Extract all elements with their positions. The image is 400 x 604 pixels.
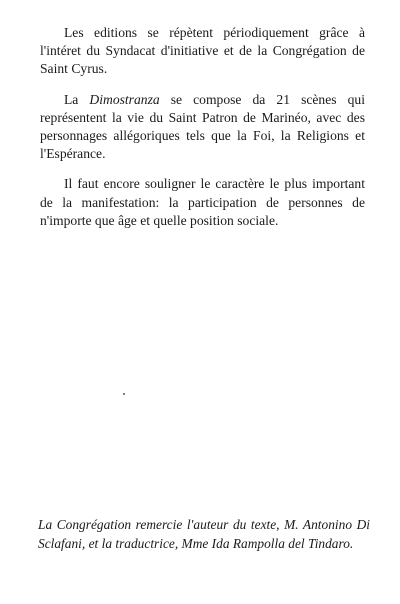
- dimostranza-title: Dimostranza: [89, 91, 160, 107]
- paragraph-dimostranza: [40, 91, 365, 164]
- paragraph-dimostranza-lead: La: [64, 91, 90, 107]
- paragraph-dimostranza-rest: se compose da 21 scènes qui représentent la vie du Saint Patron de Marinéo, avec des personnages allégoriques tels que la Foi, la Religions et l'Espérance.: [40, 91, 365, 162]
- print-speck: [123, 393, 125, 395]
- body-text: [40, 24, 365, 230]
- paragraph-editions: Les editions se répètent périodiquement grâce à l'intéret du Syndacat d'initiative et de la Congrégation de Saint Cyrus.: [40, 25, 365, 77]
- paragraph-participation: Il faut encore souligner le caractère le plus important de la manifestation: la participation de personnes de n'importe que âge et quelle position sociale.: [40, 176, 365, 228]
- credits-note: La Congrégation remercie l'auteur du texte, M. Antonino Di Sclafani, et la traductrice, Mme Ida Rampolla del Tindaro.: [38, 517, 370, 551]
